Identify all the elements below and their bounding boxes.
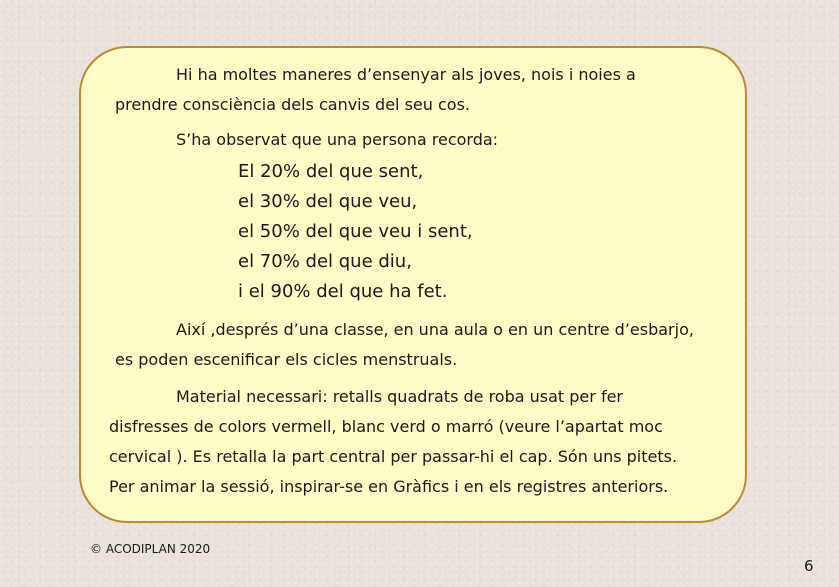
material-line: disfresses de colors vermell, blanc verd o marró (veure l’apartat moc	[109, 417, 663, 436]
intro-line: Hi ha moltes maneres d’ensenyar als joves, nois i noies a	[176, 65, 636, 84]
stats-list	[238, 157, 473, 307]
observation-line: S’ha observat que una persona recorda:	[176, 130, 499, 149]
stats-item: El 20% del que sent,	[238, 161, 424, 182]
page-number: 6	[804, 557, 814, 575]
stats-item: el 50% del que veu i sent,	[238, 221, 473, 242]
intro-paragraph	[81, 60, 749, 120]
material-line: Material necessari: retalls quadrats de roba usat per fer	[176, 387, 623, 406]
stats-item: el 70% del que diu,	[238, 251, 412, 272]
activity-line: es poden escenificar els cicles menstruals.	[115, 350, 458, 369]
material-paragraph	[81, 382, 749, 502]
copyright-notice: © ACODIPLAN 2020	[90, 542, 211, 556]
material-line: Per animar la sessió, inspirar-se en Gràfics i en els registres anteriors.	[109, 477, 669, 496]
activity-paragraph	[81, 315, 749, 375]
stats-item: i el 90% del que ha fet.	[238, 281, 448, 302]
content-box	[79, 46, 747, 523]
observation-paragraph	[81, 125, 749, 155]
material-line: cervical ). Es retalla la part central per passar-hi el cap. Són uns pitets.	[109, 447, 678, 466]
activity-line: Així ,després d’una classe, en una aula o en un centre d’esbarjo,	[176, 320, 694, 339]
intro-line: prendre consciència dels canvis del seu cos.	[115, 95, 470, 114]
stats-item: el 30% del que veu,	[238, 191, 418, 212]
